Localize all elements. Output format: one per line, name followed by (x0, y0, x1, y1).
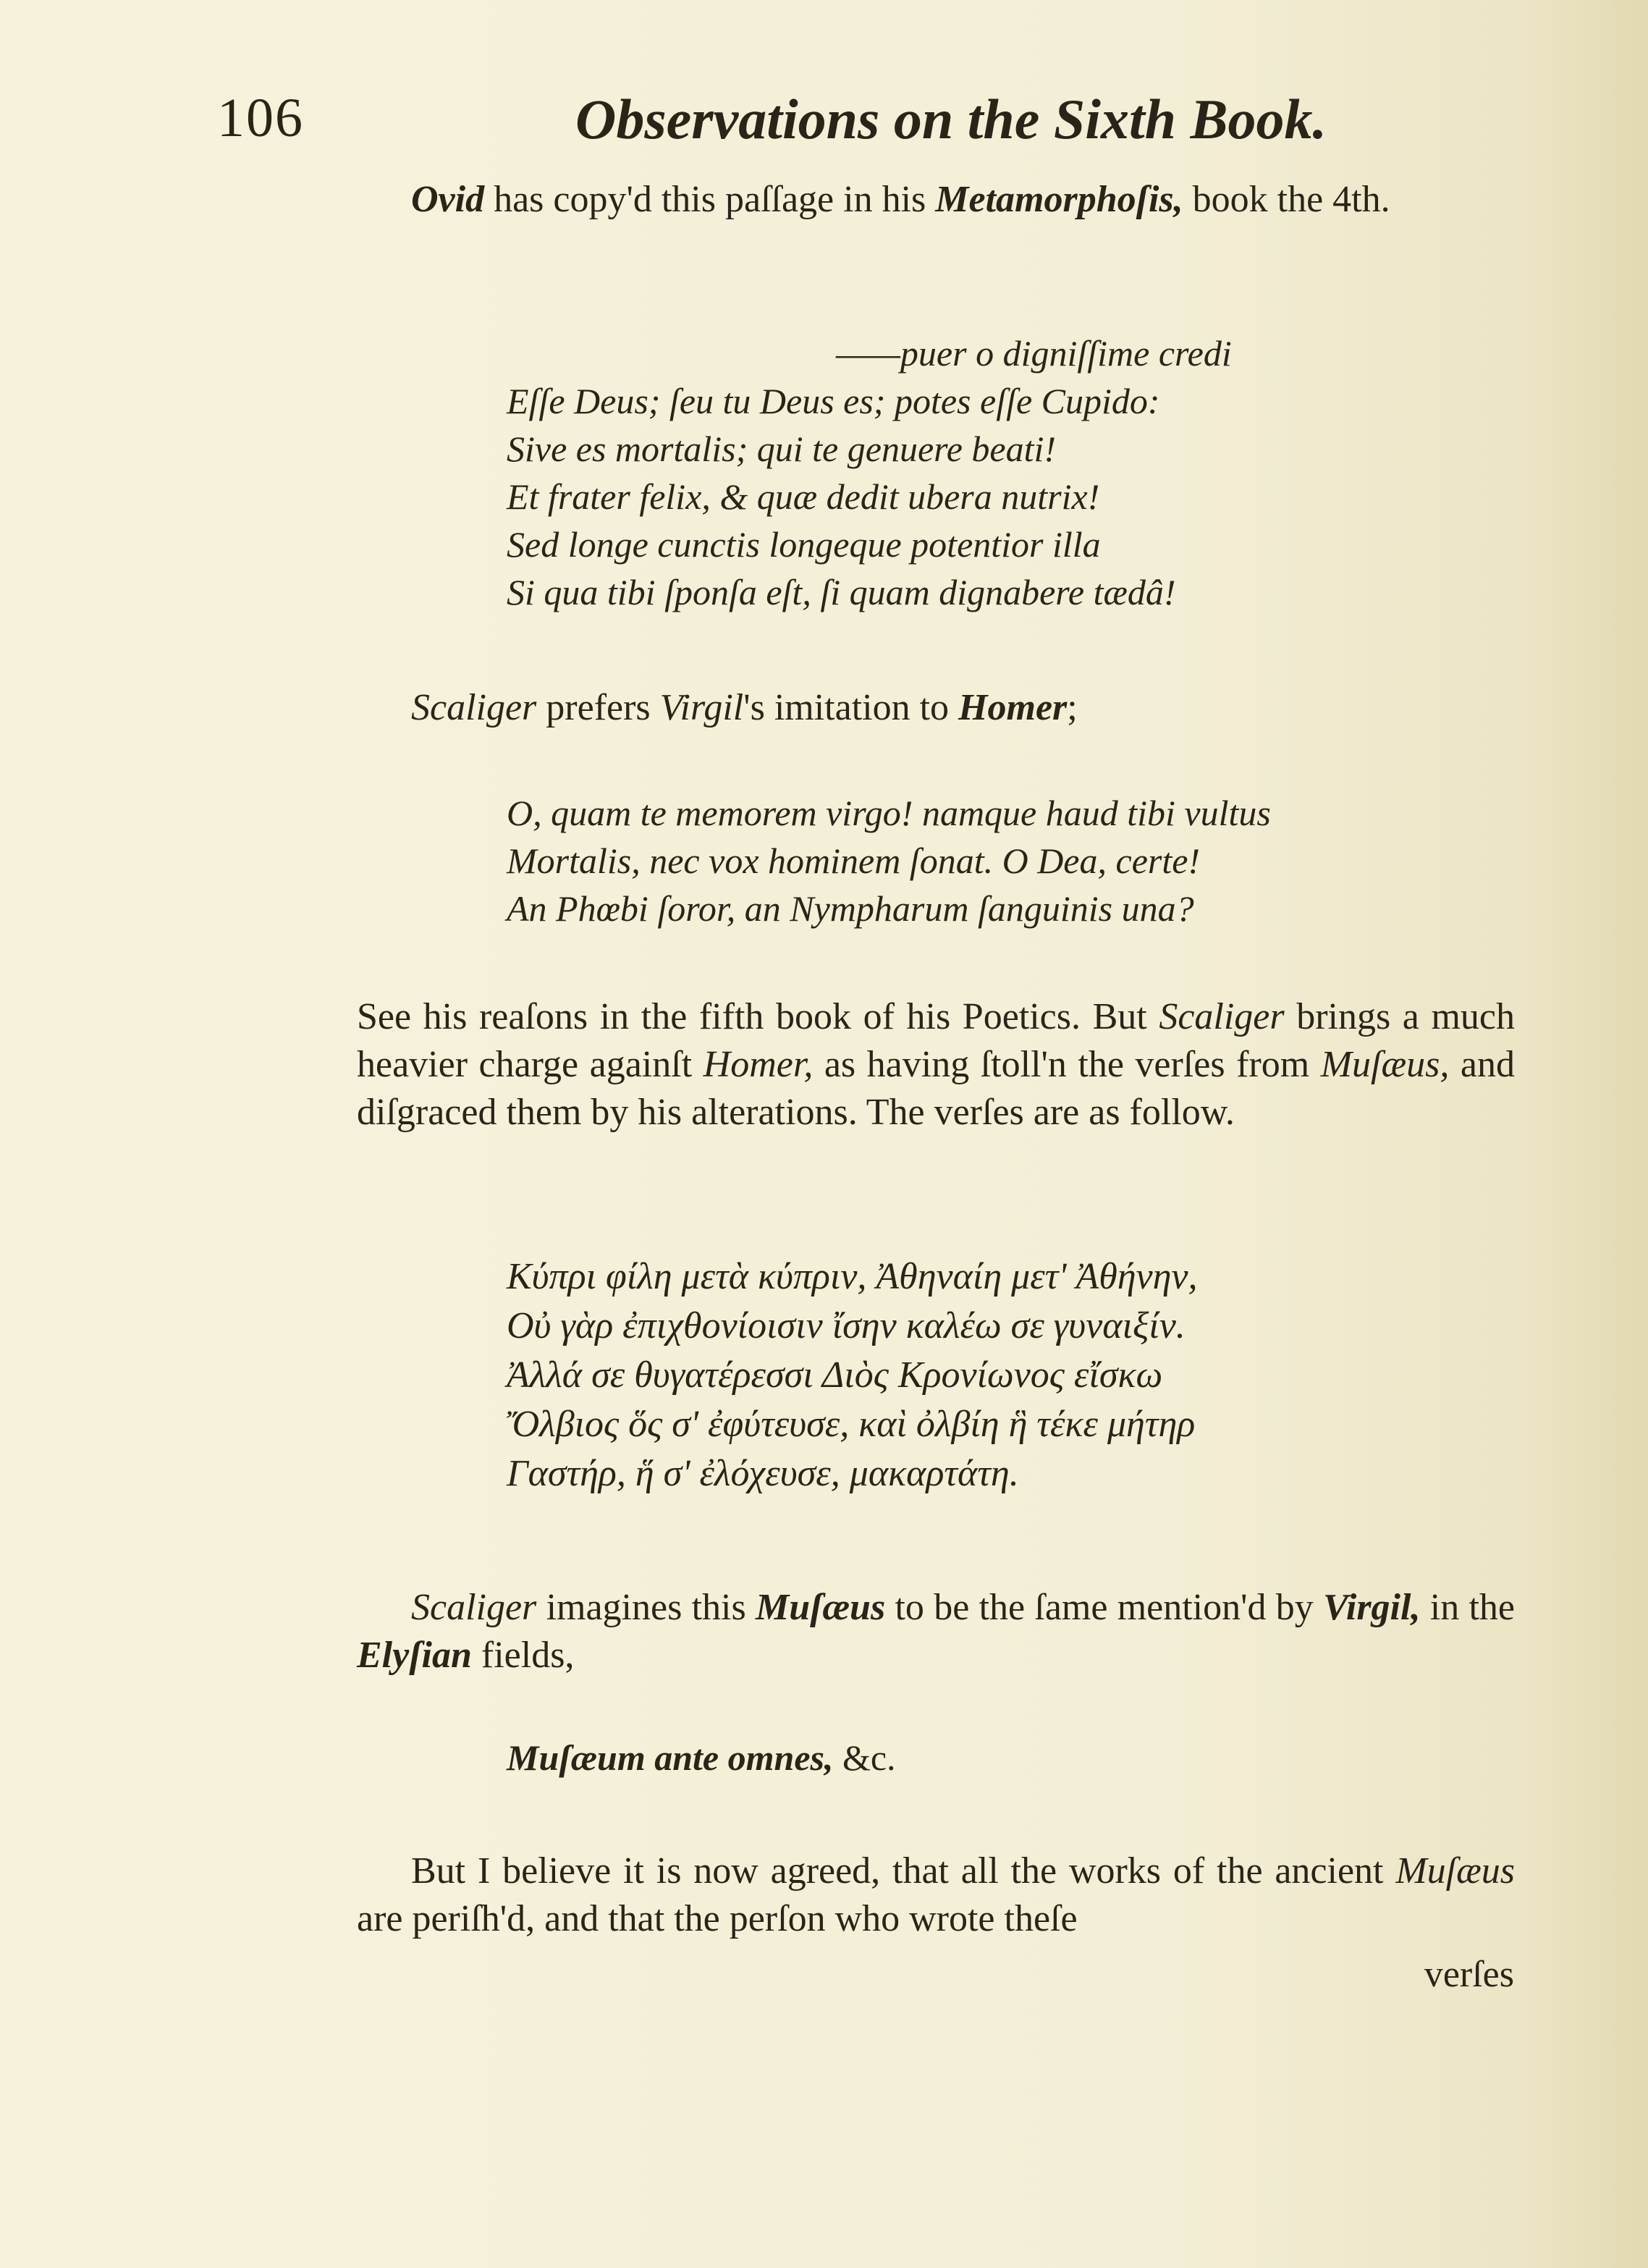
verse-line: Et frater felix, & quæ dedit ubera nutrix! (507, 476, 1100, 517)
text: But I believe it is now agreed, that all the works of the ancient (411, 1850, 1396, 1892)
paragraph-but-i-believe (357, 1847, 1515, 1943)
greek-line: Ἀλλά σε θυγατέρεσσι Διὸς Κρονίωνος εἴσκω (507, 1354, 1163, 1396)
paragraph-scaliger-prefers (411, 684, 1497, 732)
verse-line: Sive es mortalis; qui te genuere beati! (507, 429, 1057, 469)
text: fields, (471, 1635, 575, 1676)
text: 's imitation to (743, 687, 959, 728)
text: brings a much heavier charge againſt (357, 996, 1515, 1085)
text: and diſgraced them by his alterations. The verſes are as follow. (357, 1044, 1515, 1133)
verse-line: Muſæum ante omnes, (507, 1737, 834, 1778)
name-scaliger: Scaliger (411, 687, 537, 728)
text: book the 4th. (1183, 179, 1390, 220)
text: to be the ſame mention'd by (885, 1587, 1324, 1628)
verse-line: ——puer o digniſſime credi (836, 333, 1232, 374)
text: imagines this (536, 1587, 756, 1628)
name-homer: Homer (958, 687, 1068, 728)
name-scaliger: Scaliger (411, 1587, 537, 1628)
place-elysian: Elyſian (357, 1635, 472, 1676)
text: See his reaſons in the fifth book of his Poetics. But (357, 996, 1159, 1037)
verse-line: Sed longe cunctis longeque potentior illa (507, 524, 1101, 565)
name-homer: Homer, (703, 1044, 814, 1085)
verse-line: Eſſe Deus; ſeu tu Deus es; potes eſſe Cupido: (507, 381, 1160, 421)
greek-line: Ὄλβιος ὅς σ' ἐφύτευσε, καὶ ὀλβίη ἣ τέκε μήτηρ (507, 1404, 1196, 1445)
text: ; (1067, 687, 1078, 728)
greek-line: Κύπρι φίλη μετὰ κύπριν, Ἀθηναίη μετ' Ἀθήνην, (507, 1256, 1198, 1297)
greek-line: Γαστήρ, ἥ σ' ἐλόχευσε, μακαρτάτη. (507, 1453, 1019, 1494)
verse-musaeum (507, 1734, 896, 1782)
text: in the (1420, 1587, 1516, 1628)
verse-ovid-quotation (507, 329, 1232, 616)
name-musaeus: Muſæus, (1320, 1044, 1450, 1085)
name-scaliger: Scaliger (1159, 996, 1285, 1037)
paragraph-ovid (357, 176, 1515, 224)
verse-line: An Phœbi ſoror, an Nympharum ſanguinis una? (507, 888, 1194, 929)
name-musaeus: Muſæus (756, 1587, 886, 1628)
greek-line: Οὐ γὰρ ἐπιχθονίοισιν ἴσην καλέω σε γυναιξίν. (507, 1305, 1186, 1346)
running-title: Observations on the Sixth Book. (575, 88, 1327, 151)
name-virgil: Virgil (659, 687, 744, 728)
page-number: 106 (217, 88, 304, 148)
verse-virgil-quotation (507, 789, 1271, 932)
text: has copy'd this paſſage in his (484, 179, 936, 220)
name-virgil: Virgil, (1323, 1587, 1421, 1628)
greek-verses (507, 1252, 1198, 1498)
text: are periſh'd, and that the perſon who wrote theſe (357, 1898, 1078, 1939)
name-ovid: Ovid (411, 179, 485, 220)
verse-line: Si qua tibi ſponſa eſt, ſi quam dignabere tædâ! (507, 572, 1176, 612)
running-header (217, 87, 1520, 166)
verse-line: O, quam te memorem virgo! namque haud tibi vultus (507, 793, 1271, 833)
etcetera: &c. (833, 1737, 896, 1778)
paragraph-scaliger-imagines (357, 1584, 1515, 1679)
name-musaeus: Muſæus (1395, 1850, 1515, 1892)
paragraph-see-reasons (357, 993, 1515, 1137)
verse-line: Mortalis, nec vox hominem ſonat. O Dea, certe! (507, 840, 1201, 881)
text: prefers (536, 687, 660, 728)
title-metamorphosis: Metamorphoſis, (935, 179, 1183, 220)
catchword: verſes (1424, 1954, 1514, 1995)
text: as having ſtoll'n the verſes from (813, 1044, 1321, 1085)
